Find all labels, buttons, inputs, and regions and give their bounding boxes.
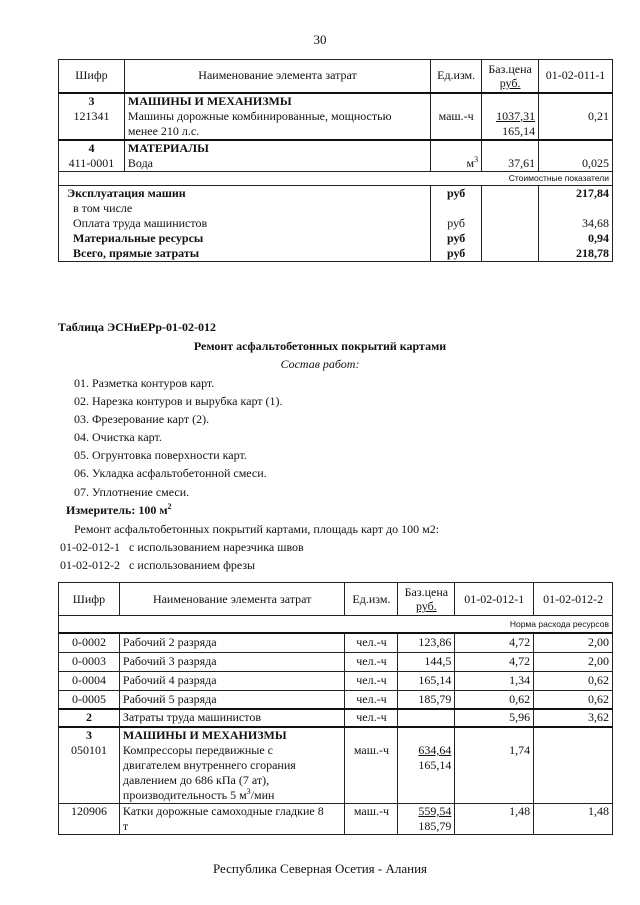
row-value-1: 4,72 xyxy=(455,652,534,671)
summary-row xyxy=(59,231,613,246)
row-value: 0,025 xyxy=(539,156,613,172)
section-number: 2 xyxy=(59,709,120,727)
summary-unit: руб xyxy=(431,246,482,262)
col-norm-header: 01-02-011-1 xyxy=(539,60,613,93)
table-header xyxy=(59,60,613,93)
work-item: 03. Фрезерование карт (2). xyxy=(74,412,210,426)
norm-label: Норма расхода ресурсов xyxy=(59,616,613,634)
row-price: 559,54 185,79 xyxy=(398,804,455,835)
section-title: МАШИНЫ И МЕХАНИЗМЫ xyxy=(124,93,430,109)
col-unit-header: Ед.изм. xyxy=(431,60,482,93)
section-2-row xyxy=(59,709,613,727)
footer: Республика Северная Осетия - Алания xyxy=(212,861,428,876)
cost-label-row xyxy=(59,171,613,185)
norm-label-row xyxy=(59,616,613,634)
row-unit: чел.-ч xyxy=(345,633,398,652)
row-value-2: 1,48 xyxy=(534,804,613,835)
work-item: 05. Огрунтовка поверхности карт. xyxy=(74,448,247,462)
table-row xyxy=(59,671,613,690)
table-row xyxy=(59,109,613,140)
summary-unit: руб xyxy=(431,185,482,201)
table-row xyxy=(59,156,613,172)
composition-label: Состав работ: xyxy=(280,357,360,371)
row-price: 123,86 xyxy=(398,633,455,652)
resource-table-2 xyxy=(58,582,613,835)
measure-unit: Измеритель: 100 $м^2$ xyxy=(66,502,172,517)
table-row xyxy=(59,743,613,804)
row-value-1: 0,62 xyxy=(455,690,534,709)
variant-text: с использованием фрезы xyxy=(129,558,256,572)
col-price-header: Баз.цена руб. xyxy=(398,583,455,616)
col-unit-header: Ед.изм. xyxy=(345,583,398,616)
row-code: 411-0001 xyxy=(59,156,125,172)
row-price: 634,64 165,14 xyxy=(398,743,455,804)
row-unit: маш.-ч xyxy=(345,804,398,835)
summary-name: Оплата труда машинистов xyxy=(59,216,431,231)
table-row xyxy=(59,804,613,835)
table-title: Таблица ЭСНиЕРр-01-02-012 xyxy=(58,320,217,334)
col-norm2-header: 01-02-012-2 xyxy=(534,583,613,616)
variant-code: 01-02-012-2 xyxy=(60,558,120,572)
summary-name: Всего, прямые затраты xyxy=(59,246,431,262)
variant-code: 01-02-012-1 xyxy=(60,540,120,554)
row-code: 121341 xyxy=(59,109,125,140)
row-value-2: 0,62 xyxy=(534,690,613,709)
summary-value: 217,84 xyxy=(539,185,613,201)
col-name-header: Наименование элемента затрат xyxy=(124,60,430,93)
row-unit: маш.-ч xyxy=(431,109,482,140)
resource-table-1 xyxy=(58,59,613,262)
page-number: 30 xyxy=(313,32,327,47)
work-item: 01. Разметка контуров карт. xyxy=(74,376,215,390)
row-price: 37,61 xyxy=(482,156,539,172)
cost-label: Стоимостные показатели xyxy=(59,171,613,185)
row-price: 185,79 xyxy=(398,690,455,709)
row-value-1: 1,34 xyxy=(455,671,534,690)
row-price: 165,14 xyxy=(398,671,455,690)
row-value-2: 0,62 xyxy=(534,671,613,690)
row-code: 050101 xyxy=(59,743,120,804)
col-norm1-header: 01-02-012-1 xyxy=(455,583,534,616)
summary-name: в том числе xyxy=(59,201,431,216)
work-item: 07. Уплотнение смеси. xyxy=(74,485,190,499)
row-name: Катки дорожные самоходные гладкие 8 т xyxy=(119,804,345,835)
row-value-1: 1,74 xyxy=(455,743,534,804)
section-3-row xyxy=(59,93,613,109)
row-value-2: 2,00 xyxy=(534,652,613,671)
work-item: 06. Укладка асфальтобетонной смеси. xyxy=(74,466,267,480)
table-row xyxy=(59,690,613,709)
row-unit: $м^3$ xyxy=(431,156,482,172)
row-value-1: 4,72 xyxy=(455,633,534,652)
row-name: Рабочий 5 разряда xyxy=(119,690,345,709)
row-unit: чел.-ч xyxy=(345,709,398,727)
row-name: Вода xyxy=(124,156,430,172)
section-title: МАШИНЫ И МЕХАНИЗМЫ xyxy=(119,727,345,743)
row-unit: чел.-ч xyxy=(345,690,398,709)
row-value-2: 3,62 xyxy=(534,709,613,727)
col-code-header: Шифр xyxy=(59,60,125,93)
col-code-header: Шифр xyxy=(59,583,120,616)
summary-row xyxy=(59,216,613,231)
section-heading: Ремонт асфальтобетонных покрытий картами xyxy=(193,339,447,353)
row-value-1: 1,48 xyxy=(455,804,534,835)
row-name: Рабочий 4 разряда xyxy=(119,671,345,690)
summary-name: Эксплуатация машин xyxy=(59,185,431,201)
summary-unit: руб xyxy=(431,231,482,246)
row-name: Компрессоры передвижные с двигателем внутреннего сгорания давлением до 686 кПа (7 ат), производительность 5 $м^3$/мин xyxy=(119,743,345,804)
variant-row xyxy=(60,539,304,555)
row-value: 0,21 xyxy=(539,109,613,140)
row-name: Рабочий 2 разряда xyxy=(119,633,345,652)
row-value-2: 2,00 xyxy=(534,633,613,652)
section-number: 3 xyxy=(59,727,120,743)
summary-row xyxy=(59,201,613,216)
section-number: 4 xyxy=(59,140,125,156)
row-unit: маш.-ч xyxy=(345,743,398,804)
table-row xyxy=(59,633,613,652)
table-row xyxy=(59,652,613,671)
row-code: 120906 xyxy=(59,804,120,835)
work-item: 04. Очистка карт. xyxy=(74,430,162,444)
row-code: 0-0003 xyxy=(59,652,120,671)
col-price-header: Баз.цена руб. xyxy=(482,60,539,93)
row-code: 0-0004 xyxy=(59,671,120,690)
variant-text: с использованием нарезчика швов xyxy=(129,540,304,554)
row-name: Рабочий 3 разряда xyxy=(119,652,345,671)
col-name-header: Наименование элемента затрат xyxy=(119,583,345,616)
row-unit: чел.-ч xyxy=(345,652,398,671)
section-name: Затраты труда машинистов xyxy=(119,709,345,727)
section-4-row xyxy=(59,140,613,156)
table-header xyxy=(59,583,613,616)
summary-row xyxy=(59,246,613,262)
row-name: Машины дорожные комбинированные, мощностью менее 210 л.с. xyxy=(124,109,430,140)
summary-value: 34,68 xyxy=(539,216,613,231)
section-title: МАТЕРИАЛЫ xyxy=(124,140,430,156)
section-3-row xyxy=(59,727,613,743)
work-item: 02. Нарезка контуров и вырубка карт (1). xyxy=(74,394,283,408)
row-price: 1037,31 165,14 xyxy=(482,109,539,140)
row-code: 0-0002 xyxy=(59,633,120,652)
row-value-1: 5,96 xyxy=(455,709,534,727)
row-unit: чел.-ч xyxy=(345,671,398,690)
row-code: 0-0005 xyxy=(59,690,120,709)
summary-value: 0,94 xyxy=(539,231,613,246)
section-number: 3 xyxy=(59,93,125,109)
variant-row xyxy=(60,557,255,573)
row-value-2 xyxy=(534,743,613,804)
summary-name: Материальные ресурсы xyxy=(59,231,431,246)
summary-row xyxy=(59,185,613,201)
description: Ремонт асфальтобетонных покрытий картами, площадь карт до 100 м2: xyxy=(74,522,440,536)
summary-value: 218,78 xyxy=(539,246,613,262)
summary-unit: руб xyxy=(431,216,482,231)
row-price: 144,5 xyxy=(398,652,455,671)
